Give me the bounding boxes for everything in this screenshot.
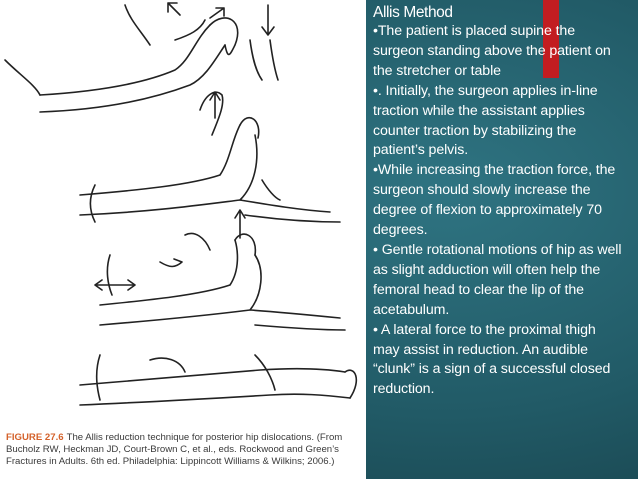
illustration-step-1 (5, 3, 278, 112)
bullet-paragraph: • Gentle rotational motions of hip as well as slight adduction will often help the femoral head to clear the lip of the acetabulum. (373, 241, 622, 318)
bullet-paragraph: •. Initially, the surgeon applies in-line traction while the assistant applies counter traction by stabilizing the patient’s pelvis. (373, 82, 598, 159)
illustration-step-2 (80, 92, 340, 222)
figure-caption (6, 432, 362, 468)
bullet-paragraph: • A lateral force to the proximal thigh may assist in reduction. An audible “clunk” is a sign of a successful closed reduction. (373, 321, 611, 398)
slide-body (373, 22, 623, 400)
figure-label: FIGURE 27.6 (6, 432, 64, 443)
illustration-step-3 (95, 210, 345, 330)
bullet-paragraph: •The patient is placed supine the surgeon standing above the patient on the stretcher or table (373, 23, 611, 79)
illustration-step-4 (80, 355, 356, 405)
bullet-paragraph: •While increasing the traction force, the surgeon should slowly increase the degree of flexion to approximately 70 degrees. (373, 162, 616, 239)
content-text-block (373, 4, 623, 400)
figure-caption-text: The Allis reduction technique for posterior hip dislocations. (From Bucholz RW, Heckman JD, Court-Brown C, et al., eds. Rockwood and Green’s Fractures in Adults. 6th ed. Philadelphia: Lippincott Williams & Wilkins; 2006.) (6, 432, 343, 467)
slide-title: Allis Method (373, 4, 453, 21)
